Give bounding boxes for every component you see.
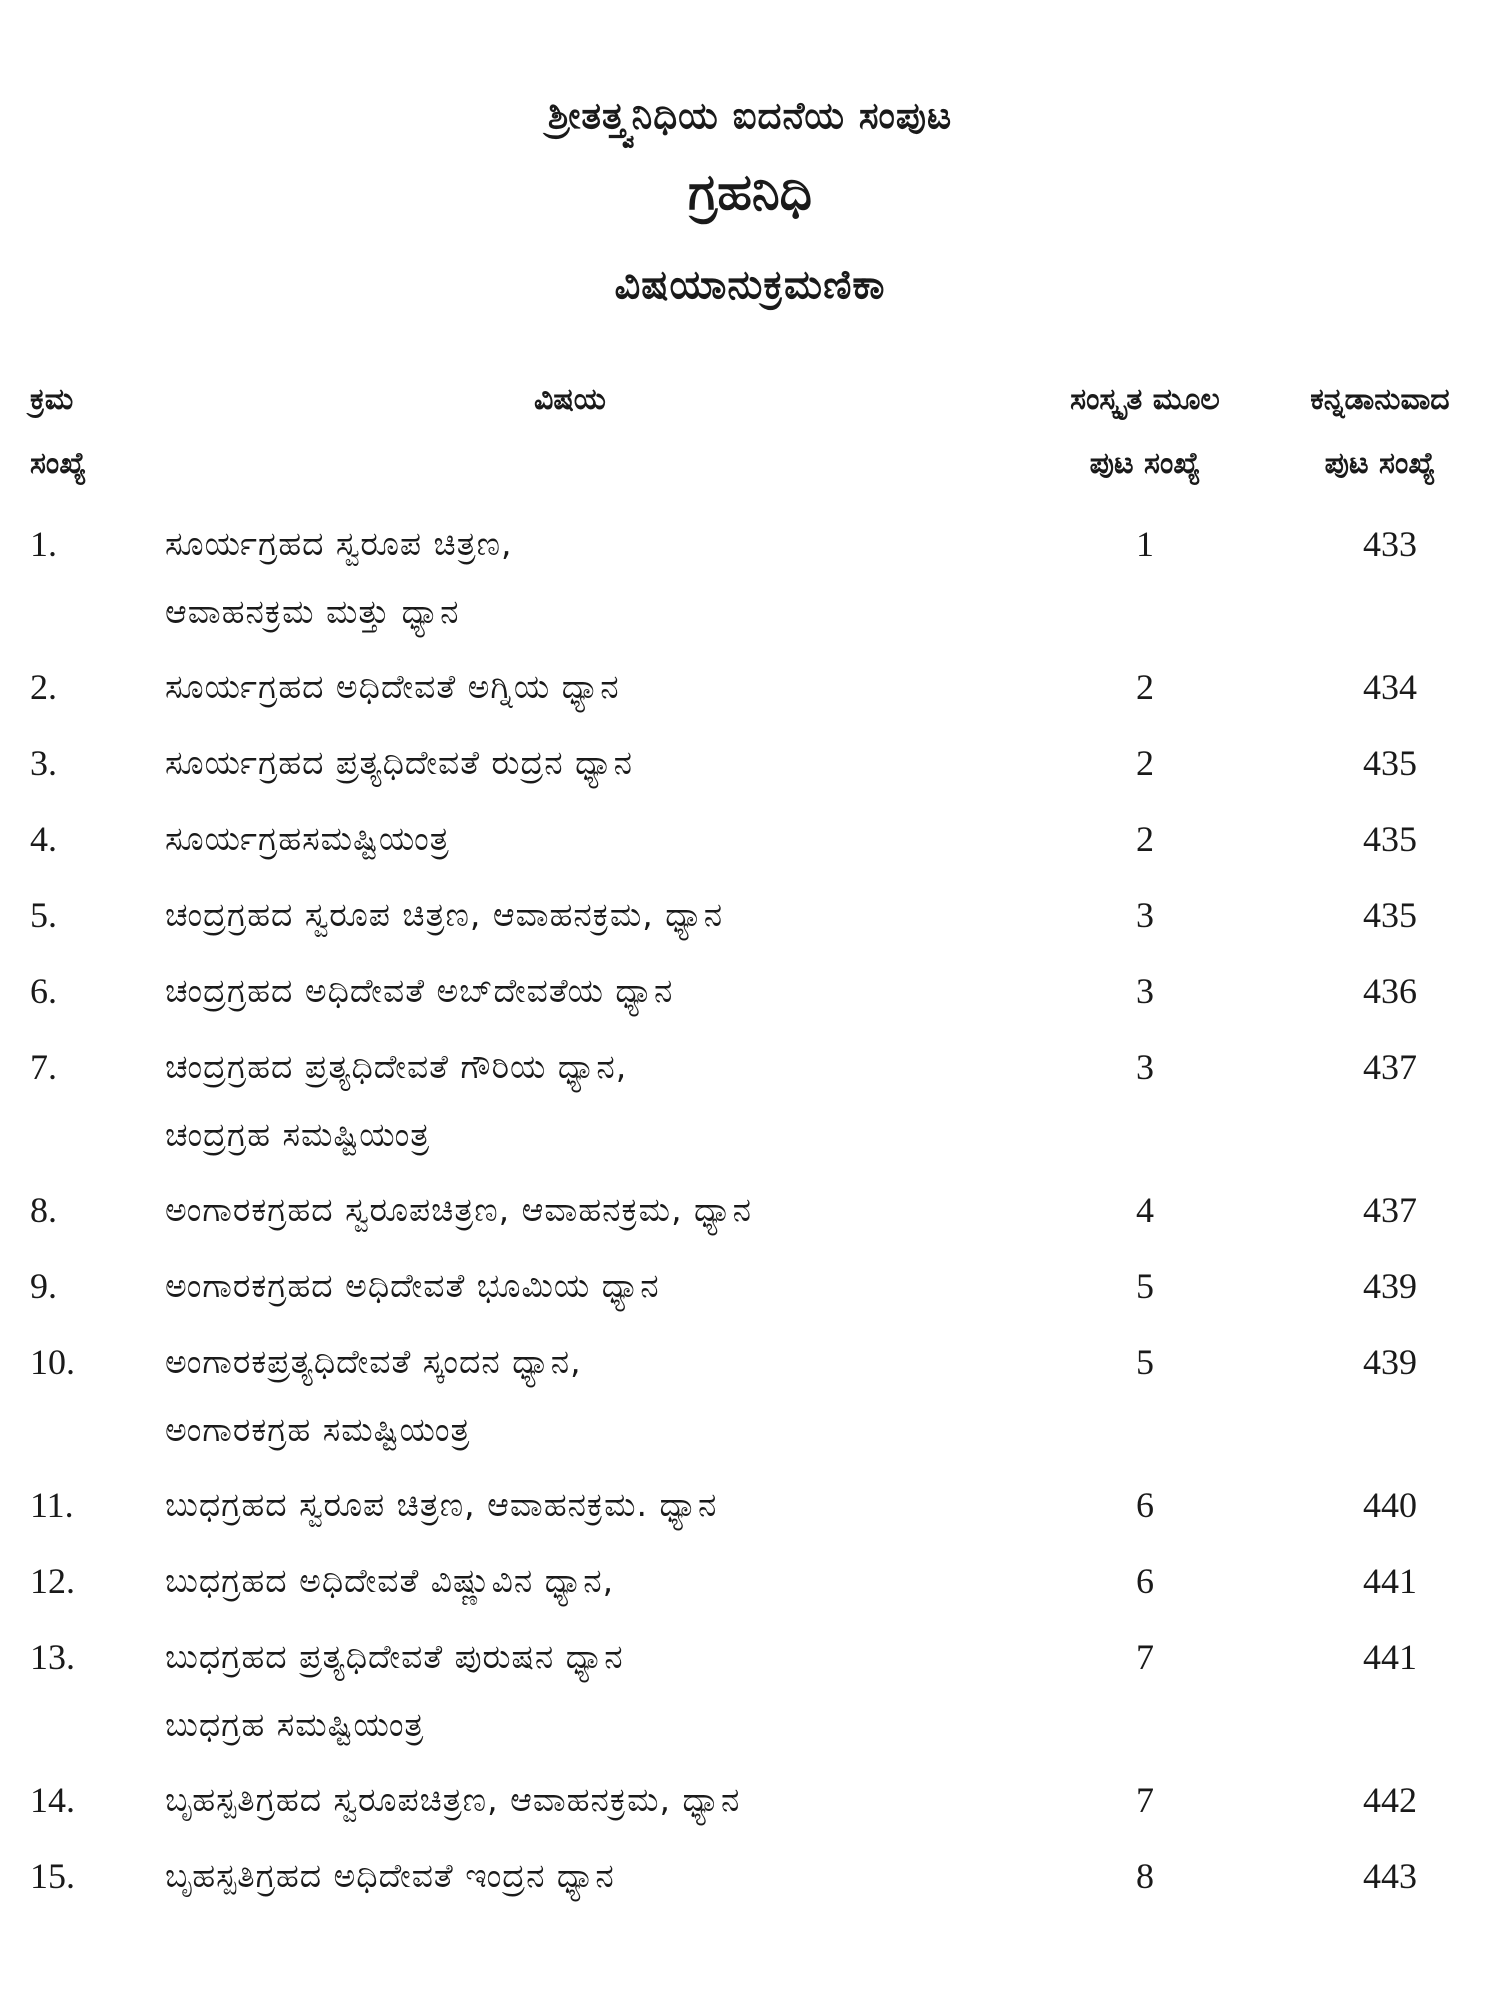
subject-line: ಸೂರ್ಯಗ್ರಹಸಮಷ್ಟಿಯಂತ್ರ [165,819,450,858]
table-row [0,1471,1500,1547]
sanskrit-page-number: 3 [1136,895,1154,935]
contents-heading: ವಿಷಯಾನುಕ್ರಮಣಿಕಾ [614,262,886,308]
sanskrit-page-number: 6 [1136,1561,1154,1601]
subject-line: ಚಂದ್ರಗ್ರಹದ ಪ್ರತ್ಯಧಿದೇವತೆ ಗೌರಿಯ ಧ್ಯಾನ, [165,1047,628,1086]
sanskrit-page-number: 2 [1136,819,1154,859]
subject-text [165,1471,1045,1539]
table-row [0,1176,1500,1252]
contents-table [0,510,1500,1918]
table-row [0,1766,1500,1842]
sanskrit-page-number: 7 [1136,1637,1154,1677]
table-row [0,1252,1500,1328]
table-row [0,1623,1500,1766]
serial-number: 4. [30,819,57,859]
kannada-page-number: 435 [1363,743,1417,783]
subject-text [165,1766,1045,1834]
table-row [0,653,1500,729]
kannada-page-number: 435 [1363,819,1417,859]
column-header-serial: ಕ್ರಮ ಸಂಖ್ಯೆ [30,382,87,481]
subject-line: ಬೃಹಸ್ಪತಿಗ್ರಹದ ಅಧಿದೇವತೆ ಇಂದ್ರನ ಧ್ಯಾನ [165,1856,615,1895]
subject-line: ಸೂರ್ಯಗ್ರಹದ ಸ್ವರೂಪ ಚಿತ್ರಣ, [165,524,513,563]
subject-text [165,1842,1045,1910]
serial-number: 12. [30,1561,75,1601]
column-header-subject: ವಿಷಯ [534,382,606,417]
subject-text [165,729,1045,797]
serial-number: 2. [30,667,57,707]
serial-number: 9. [30,1266,57,1306]
serial-number: 1. [30,524,57,564]
subject-line: ಚಂದ್ರಗ್ರಹ ಸಮಷ್ಟಿಯಂತ್ರ [165,1115,431,1154]
subject-text [165,1252,1045,1320]
serial-number: 11. [30,1485,74,1525]
subject-line: ಸೂರ್ಯಗ್ರಹದ ಅಧಿದೇವತೆ ಅಗ್ನಿಯ ಧ್ಯಾನ [165,667,620,706]
serial-number: 10. [30,1342,75,1382]
subject-line: ಆವಾಹನಕ್ರಮ ಮತ್ತು ಧ್ಯಾನ [165,592,460,631]
subject-text [165,1033,1045,1169]
kannada-page-number: 443 [1363,1856,1417,1896]
subject-line: ಬುಧಗ್ರಹದ ಪ್ರತ್ಯಧಿದೇವತೆ ಪುರುಷನ ಧ್ಯಾನ [165,1637,624,1676]
subject-text [165,653,1045,721]
table-row [0,1328,1500,1471]
kannada-page-number: 434 [1363,667,1417,707]
table-row [0,881,1500,957]
subject-line: ಬೃಹಸ್ಪತಿಗ್ರಹದ ಸ್ವರೂಪಚಿತ್ರಣ, ಆವಾಹನಕ್ರಮ, ಧ್ಯಾನ [165,1780,741,1819]
page-title: ಗ್ರಹನಿಧಿ [688,163,812,221]
subject-text [165,1547,1045,1615]
subject-line: ಬುಧಗ್ರಹದ ಅಧಿದೇವತೆ ವಿಷ್ಣುವಿನ ಧ್ಯಾನ, [165,1561,615,1600]
sanskrit-page-number: 3 [1136,971,1154,1011]
serial-number: 13. [30,1637,75,1677]
serial-number: 7. [30,1047,57,1087]
sanskrit-page-number: 2 [1136,743,1154,783]
subject-text [165,881,1045,949]
table-row [0,1547,1500,1623]
kannada-page-number: 433 [1363,524,1417,564]
table-row [0,510,1500,653]
table-row [0,1842,1500,1918]
kannada-page-number: 441 [1363,1637,1417,1677]
subject-line: ಅಂಗಾರಕಗ್ರಹ ಸಮಷ್ಟಿಯಂತ್ರ [165,1410,471,1449]
subject-line: ಚಂದ್ರಗ್ರಹದ ಅಧಿದೇವತೆ ಅಬ್‌ದೇವತೆಯ ಧ್ಯಾನ [165,971,674,1010]
serial-number: 14. [30,1780,75,1820]
kannada-page-number: 437 [1363,1190,1417,1230]
column-header-sanskrit-page: ಸಂಸ್ಕೃತ ಮೂಲ ಪುಟ ಸಂಖ್ಯೆ [1070,382,1220,481]
subject-line: ಅಂಗಾರಕಗ್ರಹದ ಅಧಿದೇವತೆ ಭೂಮಿಯ ಧ್ಯಾನ [165,1266,660,1305]
sanskrit-page-number: 8 [1136,1856,1154,1896]
sanskrit-page-number: 3 [1136,1047,1154,1087]
kannada-page-number: 435 [1363,895,1417,935]
subject-text [165,1176,1045,1244]
subject-line: ಬುಧಗ್ರಹ ಸಮಷ್ಟಿಯಂತ್ರ [165,1705,425,1744]
kannada-page-number: 439 [1363,1342,1417,1382]
subject-line: ಅಂಗಾರಕಗ್ರಹದ ಸ್ವರೂಪಚಿತ್ರಣ, ಆವಾಹನಕ್ರಮ, ಧ್ಯಾನ [165,1190,752,1229]
subject-text [165,957,1045,1025]
subject-line: ಸೂರ್ಯಗ್ರಹದ ಪ್ರತ್ಯಧಿದೇವತೆ ರುದ್ರನ ಧ್ಯಾನ [165,743,633,782]
subject-line: ಚಂದ್ರಗ್ರಹದ ಸ್ವರೂಪ ಚಿತ್ರಣ, ಆವಾಹನಕ್ರಮ, ಧ್ಯಾನ [165,895,724,934]
sanskrit-page-number: 5 [1136,1342,1154,1382]
sanskrit-page-number: 5 [1136,1266,1154,1306]
kannada-page-number: 439 [1363,1266,1417,1306]
kannada-page-number: 442 [1363,1780,1417,1820]
serial-number: 8. [30,1190,57,1230]
kannada-page-number: 436 [1363,971,1417,1011]
subject-text [165,1328,1045,1464]
serial-number: 3. [30,743,57,783]
sanskrit-page-number: 4 [1136,1190,1154,1230]
sanskrit-page-number: 2 [1136,667,1154,707]
sanskrit-page-number: 6 [1136,1485,1154,1525]
kannada-page-number: 437 [1363,1047,1417,1087]
kannada-page-number: 440 [1363,1485,1417,1525]
sanskrit-page-number: 1 [1136,524,1154,564]
sanskrit-page-number: 7 [1136,1780,1154,1820]
subject-line: ಬುಧಗ್ರಹದ ಸ್ವರೂಪ ಚಿತ್ರಣ, ಆವಾಹನಕ್ರಮ. ಧ್ಯಾನ [165,1485,718,1524]
table-row [0,1033,1500,1176]
serial-number: 15. [30,1856,75,1896]
table-row [0,805,1500,881]
subject-text [165,805,1045,873]
column-header-kannada-page: ಕನ್ನಡಾನುವಾದ ಪುಟ ಸಂಖ್ಯೆ [1310,382,1450,481]
series-heading: ಶ್ರೀತತ್ತ್ವನಿಧಿಯ ಐದನೆಯ ಸಂಪುಟ [547,94,953,137]
subject-line: ಅಂಗಾರಕಪ್ರತ್ಯಧಿದೇವತೆ ಸ್ಕಂದನ ಧ್ಯಾನ, [165,1342,582,1381]
subject-text [165,510,1045,646]
serial-number: 5. [30,895,57,935]
kannada-page-number: 441 [1363,1561,1417,1601]
subject-text [165,1623,1045,1759]
serial-number: 6. [30,971,57,1011]
table-row [0,957,1500,1033]
table-row [0,729,1500,805]
